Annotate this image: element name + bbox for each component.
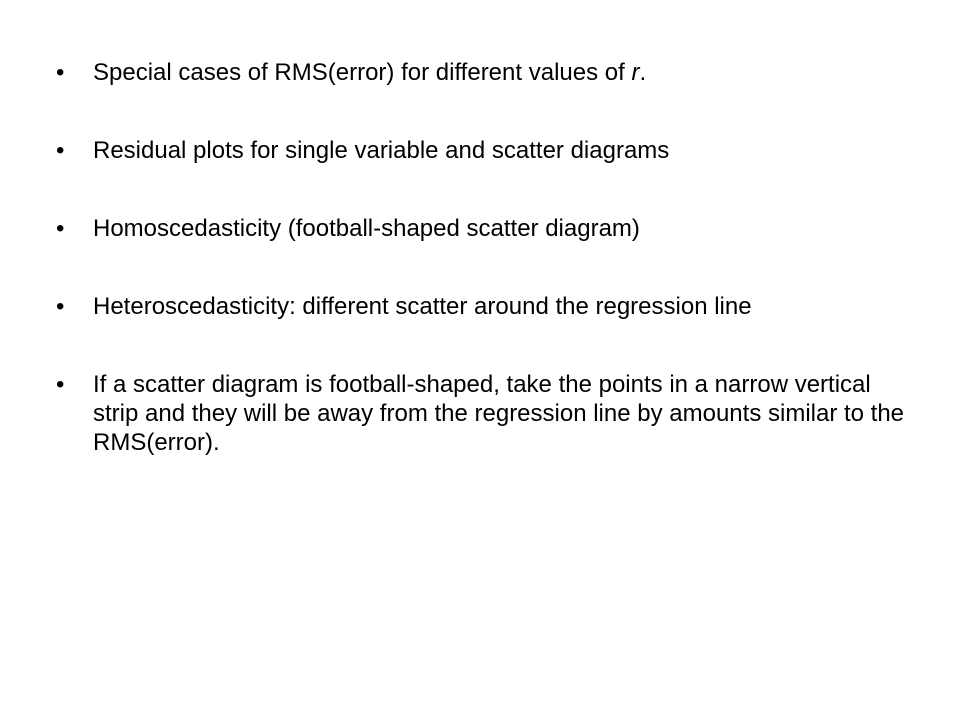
bullet-item-rms-cases xyxy=(56,58,916,87)
bullet-item-residual-plots xyxy=(56,136,916,165)
bullet-icon: • xyxy=(56,293,65,320)
bullet-text: If a scatter diagram is football-shaped, take the points in a narrow vertical strip and they will be away from the regression line by amounts similar to the RMS(error). xyxy=(93,371,905,456)
bullet-item-football-shaped xyxy=(56,370,916,457)
bullet-list xyxy=(56,58,916,457)
bullet-text: Homoscedasticity (football-shaped scatter diagram) xyxy=(93,215,640,242)
r-variable: r xyxy=(631,59,640,86)
bullet-item-heteroscedasticity xyxy=(56,292,916,321)
bullet-icon: • xyxy=(56,371,65,398)
bullet-text: Heteroscedasticity: different scatter around the regression line xyxy=(93,293,752,320)
bullet-icon: • xyxy=(56,137,65,164)
bullet-text: Residual plots for single variable and scatter diagrams xyxy=(93,137,670,164)
bullet-text: Special cases of RMS(error) for different values of r. xyxy=(93,59,647,86)
bullet-item-homoscedasticity xyxy=(56,214,916,243)
bullet-icon: • xyxy=(56,215,65,242)
bullet-icon: • xyxy=(56,59,65,86)
